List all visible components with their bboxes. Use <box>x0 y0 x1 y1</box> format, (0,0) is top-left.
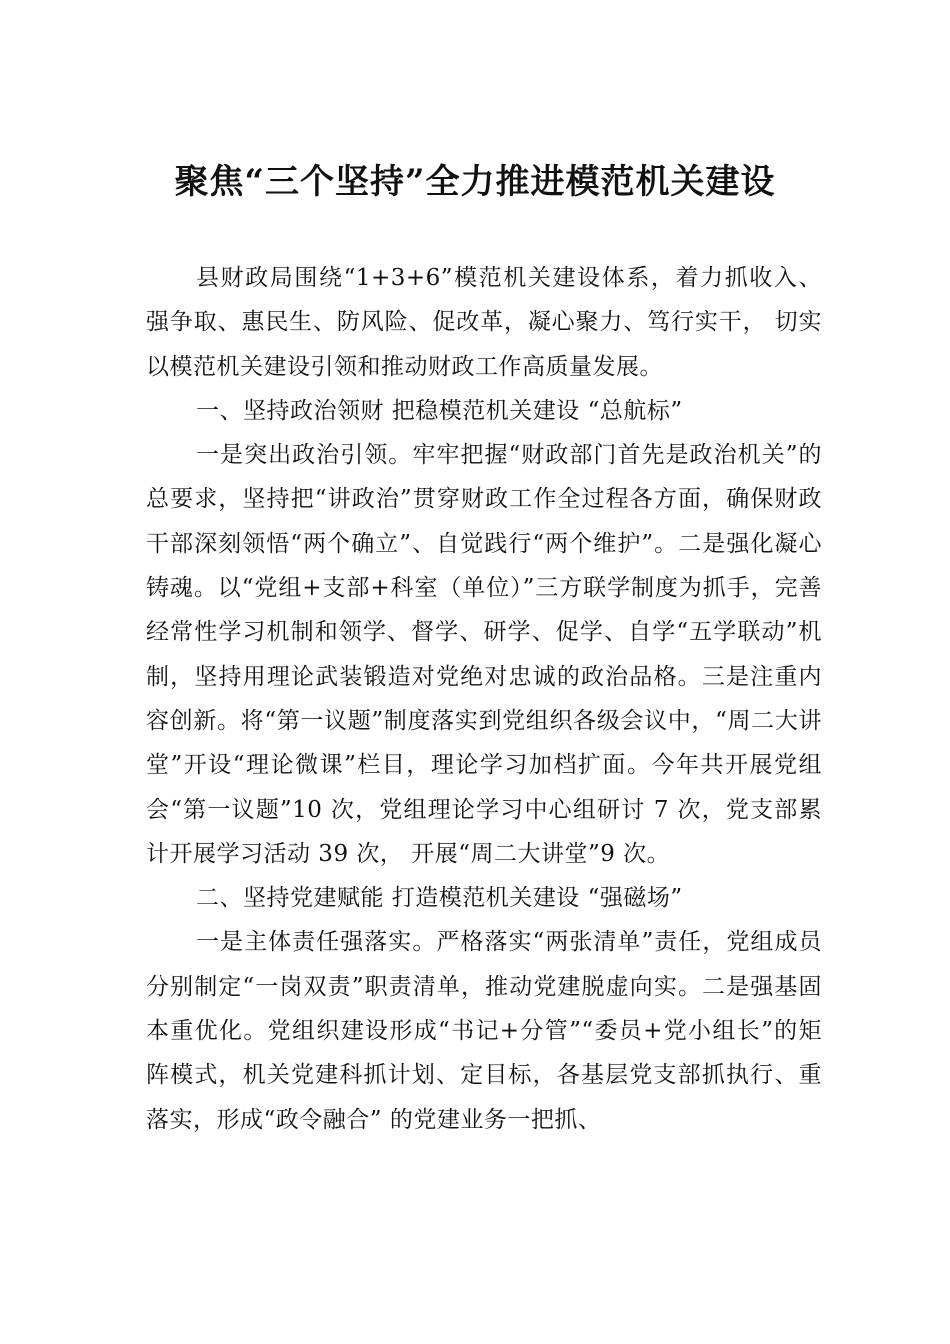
section-heading-1: 一、坚持政治领财 把稳模范机关建设 “总航标” <box>196 397 683 424</box>
intro-paragraph: 县财政局围绕“1+3+6”模范机关建设体系，着力抓收入、强争取、惠民生、防风险、促改革，凝心聚力、笃行实干， 切实以模范机关建设引领和推动财政工作高质量发展。 <box>146 265 822 380</box>
section-heading-2: 二、坚持党建赋能 打造模范机关建设 “强磁场” <box>196 885 683 912</box>
document-title: 聚焦“三个坚持”全力推进模范机关建设 <box>174 162 776 202</box>
section-1-paragraph: 一是突出政治引领。牢牢把握“财政部门首先是政治机关”的总要求，坚持把“讲政治”贯穿财政工作全过程各方面，确保财政干部深刻领悟“两个确立”、自觉践行“两个维护”。二是强化凝心铸魂。以“党组+支部+科室（单位）”三方联学制度为抓手，完善经常性学习机制和领学、督学、研学、促学、自学“五学联动”机制，坚持用理论武装锻造对党绝对忠诚的政治品格。三是注重内容创新。将“第一议题”制度落实到党组织各级会议中，“周二大讲堂”开设“理论微课”栏目，理论学习加档扩面。今年共开展党组会“第一议题”10 次，党组理论学习中心组研讨 7 次，党支部累计开展学习活动 39 次， 开展“周二大讲堂”9 次。 <box>146 442 822 867</box>
section-2-paragraph: 一是主体责任强落实。严格落实“两张清单”责任，党组成员分别制定“一岗双责”职责清单，推动党建脱虚向实。二是强基固本重优化。党组织建设形成“书记+分管”“委员+党小组长”的矩阵模式，机关党建科抓计划、定目标，各基层党支部抓执行、重落实，形成“政令融合” 的党建业务一把抓、 <box>146 929 822 1133</box>
document-body <box>146 256 822 1142</box>
